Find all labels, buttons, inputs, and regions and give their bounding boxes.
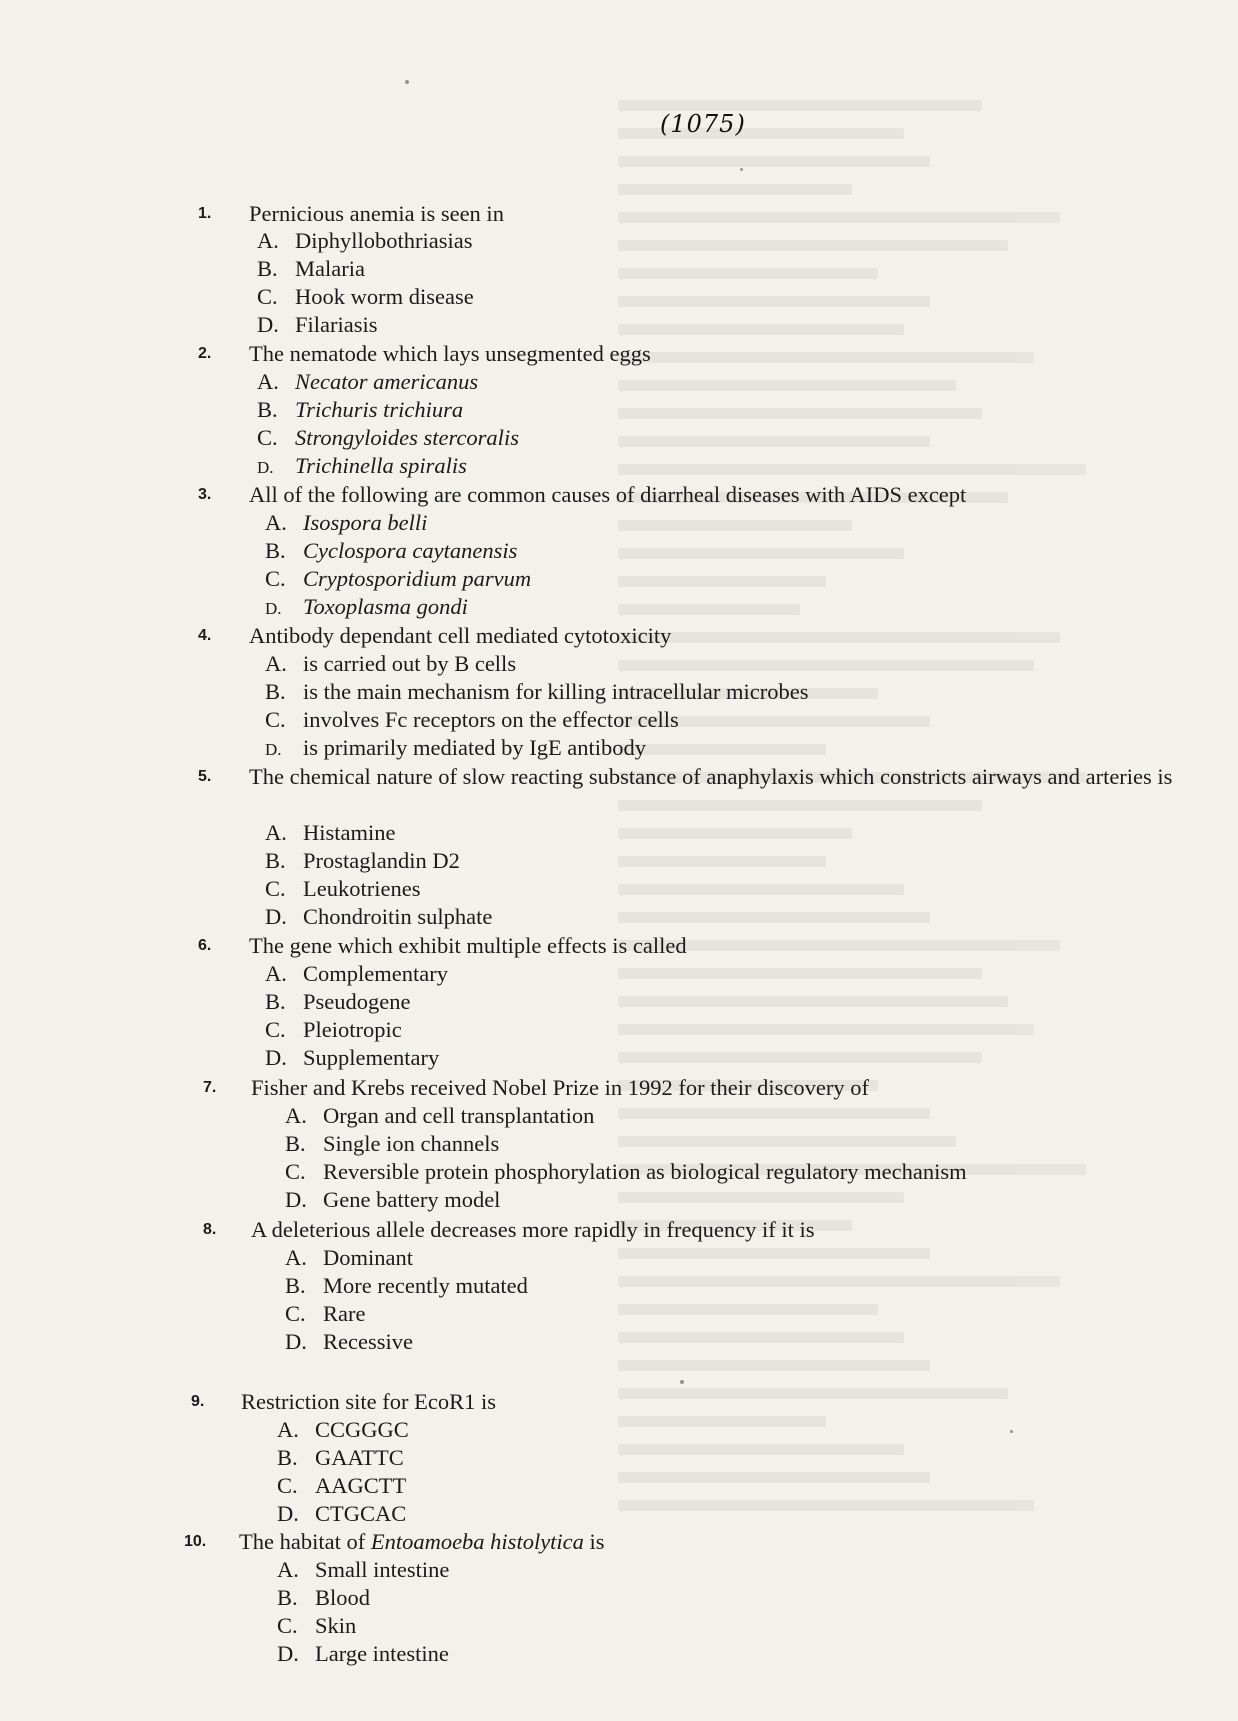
option-text: GAATTC [315,1445,404,1470]
option-text: Pleiotropic [303,1017,402,1042]
option-text: Rare [323,1301,366,1326]
option-letter: A. [277,1417,299,1442]
option-a [265,509,427,537]
option-b [265,537,517,565]
option-a [265,650,516,678]
option-letter: B. [265,679,286,704]
question-number: 6. [198,937,212,954]
question-number: 9. [191,1393,205,1410]
option-letter: A. [265,961,287,986]
question-number: 4. [198,627,212,644]
question-text-prefix: The habitat of [239,1529,371,1554]
scan-speck [740,168,743,171]
option-text: Chondroitin sulphate [303,904,493,929]
option-c [265,875,420,903]
option-letter: C. [257,284,278,309]
option-letter: C. [265,876,286,901]
option-d [265,593,468,623]
option-text: Histamine [303,820,396,845]
option-b [265,988,410,1016]
option-b [257,396,463,424]
option-c [265,1016,402,1044]
page-code: (1075) [660,110,746,138]
option-letter: A. [265,820,287,845]
option-text: AAGCTT [315,1473,407,1498]
question-number: 7. [203,1079,217,1096]
option-letter: B. [265,848,286,873]
option-text: is primarily mediated by IgE antibody [303,735,647,760]
question-text: Pernicious anemia is seen in [249,201,504,226]
question-text: A deleterious allele decreases more rapidly in frequency if it is [251,1217,815,1242]
option-text: Skin [315,1613,357,1638]
option-text: Necator americanus [295,369,479,394]
option-d [257,311,378,339]
option-c [277,1612,356,1640]
option-b [285,1272,528,1300]
option-c [265,565,531,593]
option-c [265,706,679,734]
option-d [277,1640,449,1668]
question-text: All of the following are common causes of diarrheal diseases with AIDS except [249,482,967,507]
option-d [285,1328,413,1356]
option-text: Prostaglandin D2 [303,848,460,873]
option-text: Strongyloides stercoralis [295,425,519,450]
option-text: Cryptosporidium parvum [303,566,532,591]
option-letter: C. [277,1613,298,1638]
option-text: More recently mutated [323,1273,528,1298]
option-text: Complementary [303,961,448,986]
option-c [257,424,519,452]
option-letter: B. [285,1131,306,1156]
option-b [257,255,365,283]
option-letter: B. [265,989,286,1014]
option-text: Large intestine [315,1641,449,1666]
option-letter: D. [285,1329,307,1354]
option-a [285,1244,413,1272]
option-letter: C. [265,566,286,591]
question-text-species: Entoamoeba histolytica [370,1529,584,1554]
option-text: CTGCAC [315,1501,407,1526]
question-text: Fisher and Krebs received Nobel Prize in 1992 for their discovery of [251,1075,869,1100]
option-text: Organ and cell transplantation [323,1103,595,1128]
option-text: Gene battery model [323,1187,501,1212]
option-letter: D. [277,1641,299,1666]
option-letter: D. [277,1501,299,1526]
option-text: involves Fc receptors on the effector cells [303,707,679,732]
option-text: Recessive [323,1329,413,1354]
question-number: 2. [198,345,212,362]
question-number: 1. [198,205,212,222]
option-c [285,1158,967,1186]
option-letter: B. [277,1585,298,1610]
option-d [285,1186,500,1214]
option-a [265,960,448,988]
option-b [265,678,808,706]
question-text: The gene which exhibit multiple effects is called [249,933,687,958]
question-text: Antibody dependant cell mediated cytotoxicity [249,623,672,648]
option-a [277,1556,449,1584]
question-number: 8. [203,1221,217,1238]
scan-speck [680,1380,684,1384]
option-letter: A. [265,510,287,535]
option-letter: A. [257,228,279,253]
option-letter: D. [257,458,274,477]
option-letter: B. [285,1273,306,1298]
option-text: Reversible protein phosphorylation as biological regulatory mechanism [323,1159,967,1184]
option-text: Dominant [323,1245,413,1270]
option-letter: B. [277,1445,298,1470]
option-text: Blood [315,1585,371,1610]
option-d [265,734,646,764]
question-text-suffix: is [583,1529,605,1554]
option-letter: A. [265,651,287,676]
option-text: is the main mechanism for killing intracellular microbes [303,679,809,704]
option-letter: C. [285,1301,306,1326]
option-text: Malaria [295,256,365,281]
option-text: Trichuris trichiura [295,397,464,422]
question-number: 10. [184,1533,207,1550]
question-number: 3. [198,486,212,503]
option-c [285,1300,365,1328]
option-letter: B. [265,538,286,563]
option-letter: D. [265,740,282,759]
option-d [277,1500,406,1528]
option-a [277,1416,409,1444]
option-text: Pseudogene [303,989,411,1014]
option-text: Single ion channels [323,1131,500,1156]
option-letter: C. [277,1473,298,1498]
option-b [265,847,460,875]
option-b [285,1130,499,1158]
scan-speck [405,80,409,84]
option-a [285,1102,594,1130]
question-number: 5. [198,768,212,785]
option-b [277,1444,404,1472]
option-letter: A. [257,369,279,394]
option-d [265,1044,439,1072]
reverse-side-bleed-through [618,100,1138,1560]
option-letter: D. [265,1045,287,1070]
scan-speck [1010,1430,1013,1433]
option-text: Diphyllobothriasias [295,228,473,253]
option-letter: C. [285,1159,306,1184]
option-a [257,227,472,255]
option-letter: D. [257,312,279,337]
option-text: Small intestine [315,1557,450,1582]
option-text: Cyclospora caytanensis [303,538,518,563]
option-letter: D. [265,904,287,929]
option-letter: C. [265,707,286,732]
option-letter: C. [265,1017,286,1042]
option-text: Hook worm disease [295,284,474,309]
option-text: Leukotrienes [303,876,421,901]
option-letter: D. [285,1187,307,1212]
option-letter: B. [257,397,278,422]
option-text: Filariasis [295,312,378,337]
option-text: Supplementary [303,1045,440,1070]
option-a [257,368,478,396]
option-text: CCGGGC [315,1417,409,1442]
option-text: Isospora belli [303,510,428,535]
option-letter: A. [285,1103,307,1128]
option-letter: D. [265,599,282,618]
question-text: The nematode which lays unsegmented eggs [249,341,651,366]
option-a [265,819,395,847]
option-b [277,1584,370,1612]
option-letter: C. [257,425,278,450]
question-text: The chemical nature of slow reacting substance of anaphylaxis which constricts airways and arteries is [249,764,1173,789]
option-d [265,903,492,931]
option-text: Toxoplasma gondi [303,594,468,619]
question-text [239,1528,605,1556]
option-letter: B. [257,256,278,281]
option-letter: A. [277,1557,299,1582]
option-text: is carried out by B cells [303,651,517,676]
option-text: Trichinella spiralis [295,453,467,478]
question-text: Restriction site for EcoR1 is [241,1389,496,1414]
option-c [257,283,474,311]
option-c [277,1472,406,1500]
option-letter: A. [285,1245,307,1270]
option-d [257,452,467,482]
